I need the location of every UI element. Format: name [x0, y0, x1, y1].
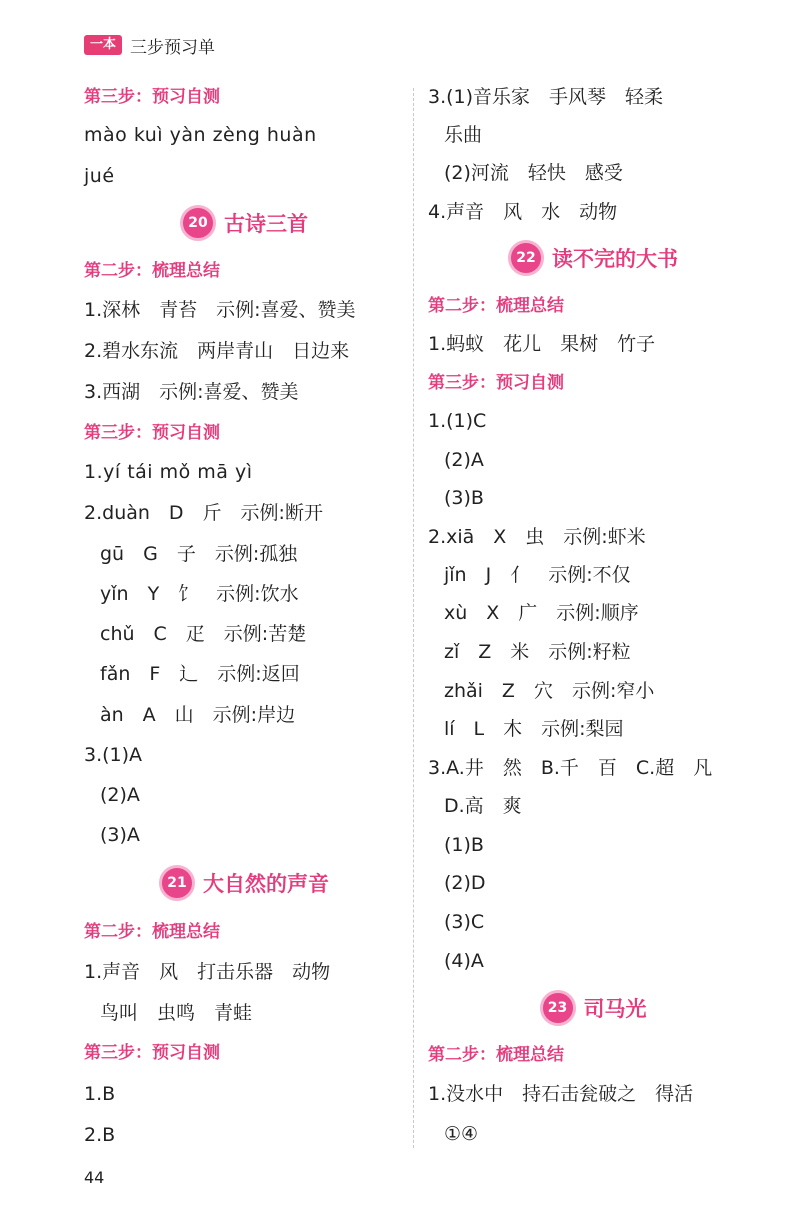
answer-line: jué: [84, 165, 115, 187]
answer-line: zǐ Z 米 示例:籽粒: [444, 641, 631, 663]
answer-line: (2)河流 轻快 感受: [444, 162, 623, 184]
lesson-number-badge: 20: [180, 205, 216, 241]
step-heading: 第三步：预习自测: [84, 423, 220, 443]
column-divider: [413, 88, 414, 1148]
lesson-heading-20: [84, 203, 404, 243]
answer-line: 1.声音 风 打击乐器 动物: [84, 961, 331, 983]
page-header: [84, 32, 215, 58]
answer-line: 鸟叫 虫鸣 青蛙: [100, 1002, 253, 1024]
step-heading: 第三步：预习自测: [84, 1043, 220, 1063]
answer-line: ①④: [444, 1123, 479, 1145]
lesson-title: 古诗三首: [224, 212, 308, 236]
answer-line: jǐn J 亻 示例:不仅: [444, 564, 631, 586]
answer-line: 1.(1)C: [428, 410, 487, 432]
step-heading: 第二步：梳理总结: [84, 261, 220, 281]
answer-line: (3)A: [100, 824, 140, 846]
header-title: 三步预习单: [130, 37, 216, 58]
step-heading: 第二步：梳理总结: [428, 296, 564, 316]
answer-line: 3.A.井 然 B.千 百 C.超 凡: [428, 757, 713, 779]
lesson-title: 大自然的声音: [203, 872, 329, 896]
answer-line: xù X 广 示例:顺序: [444, 602, 639, 624]
answer-line: lí L 木 示例:梨园: [444, 718, 624, 740]
answer-line: (2)A: [100, 784, 140, 806]
brand-logo: 一本: [84, 35, 122, 55]
lesson-title: 司马光: [583, 997, 647, 1021]
lesson-number-badge: 21: [159, 865, 195, 901]
answer-line: gū G 子 示例:孤独: [100, 543, 298, 565]
step-heading: 第三步：预习自测: [84, 87, 220, 107]
answer-line: àn A 山 示例:岸边: [100, 704, 296, 726]
lesson-heading-22: [428, 238, 758, 278]
step-heading: 第三步：预习自测: [428, 373, 564, 393]
lesson-title: 读不完的大书: [552, 247, 678, 271]
answer-line: 2.B: [84, 1124, 116, 1146]
answer-line: 3.(1)音乐家 手风琴 轻柔: [428, 86, 664, 108]
answer-line: 1.没水中 持石击瓮破之 得活: [428, 1083, 694, 1105]
answer-line: 4.声音 风 水 动物: [428, 201, 618, 223]
lesson-number-badge: 23: [540, 990, 576, 1026]
answer-line: 1.yí tái mǒ mā yì: [84, 461, 253, 483]
answer-line: 乐曲: [444, 124, 483, 146]
answer-line: zhǎi Z 穴 示例:窄小: [444, 680, 655, 702]
answer-line: 3.西湖 示例:喜爱、赞美: [84, 381, 299, 403]
answer-line: mào kuì yàn zèng huàn: [84, 124, 317, 146]
answer-line: 2.碧水东流 两岸青山 日边来: [84, 340, 350, 362]
answer-line: (1)B: [444, 834, 484, 856]
answer-line: (3)C: [444, 911, 485, 933]
step-heading: 第二步：梳理总结: [428, 1045, 564, 1065]
answer-line: 3.(1)A: [84, 744, 143, 766]
answer-line: 1.B: [84, 1083, 116, 1105]
answer-line: (2)D: [444, 872, 486, 894]
answer-line: chǔ C 疋 示例:苦楚: [100, 623, 307, 645]
lesson-number-badge: 22: [508, 240, 544, 276]
answer-line: yǐn Y 饣 示例:饮水: [100, 583, 299, 605]
answer-line: (2)A: [444, 449, 484, 471]
step-heading: 第二步：梳理总结: [84, 922, 220, 942]
lesson-heading-23: [428, 988, 758, 1028]
answer-line: fǎn F 辶 示例:返回: [100, 663, 300, 685]
answer-line: 2.duàn D 斤 示例:断开: [84, 502, 323, 524]
answer-line: (4)A: [444, 950, 484, 972]
lesson-heading-21: [84, 863, 404, 903]
answer-line: 2.xiā X 虫 示例:虾米: [428, 526, 646, 548]
answer-line: (3)B: [444, 487, 484, 509]
answer-line: 1.深林 青苔 示例:喜爱、赞美: [84, 299, 356, 321]
page-number: 44: [84, 1168, 105, 1187]
answer-line: 1.蚂蚁 花儿 果树 竹子: [428, 333, 656, 355]
answer-line: D.高 爽: [444, 795, 522, 817]
